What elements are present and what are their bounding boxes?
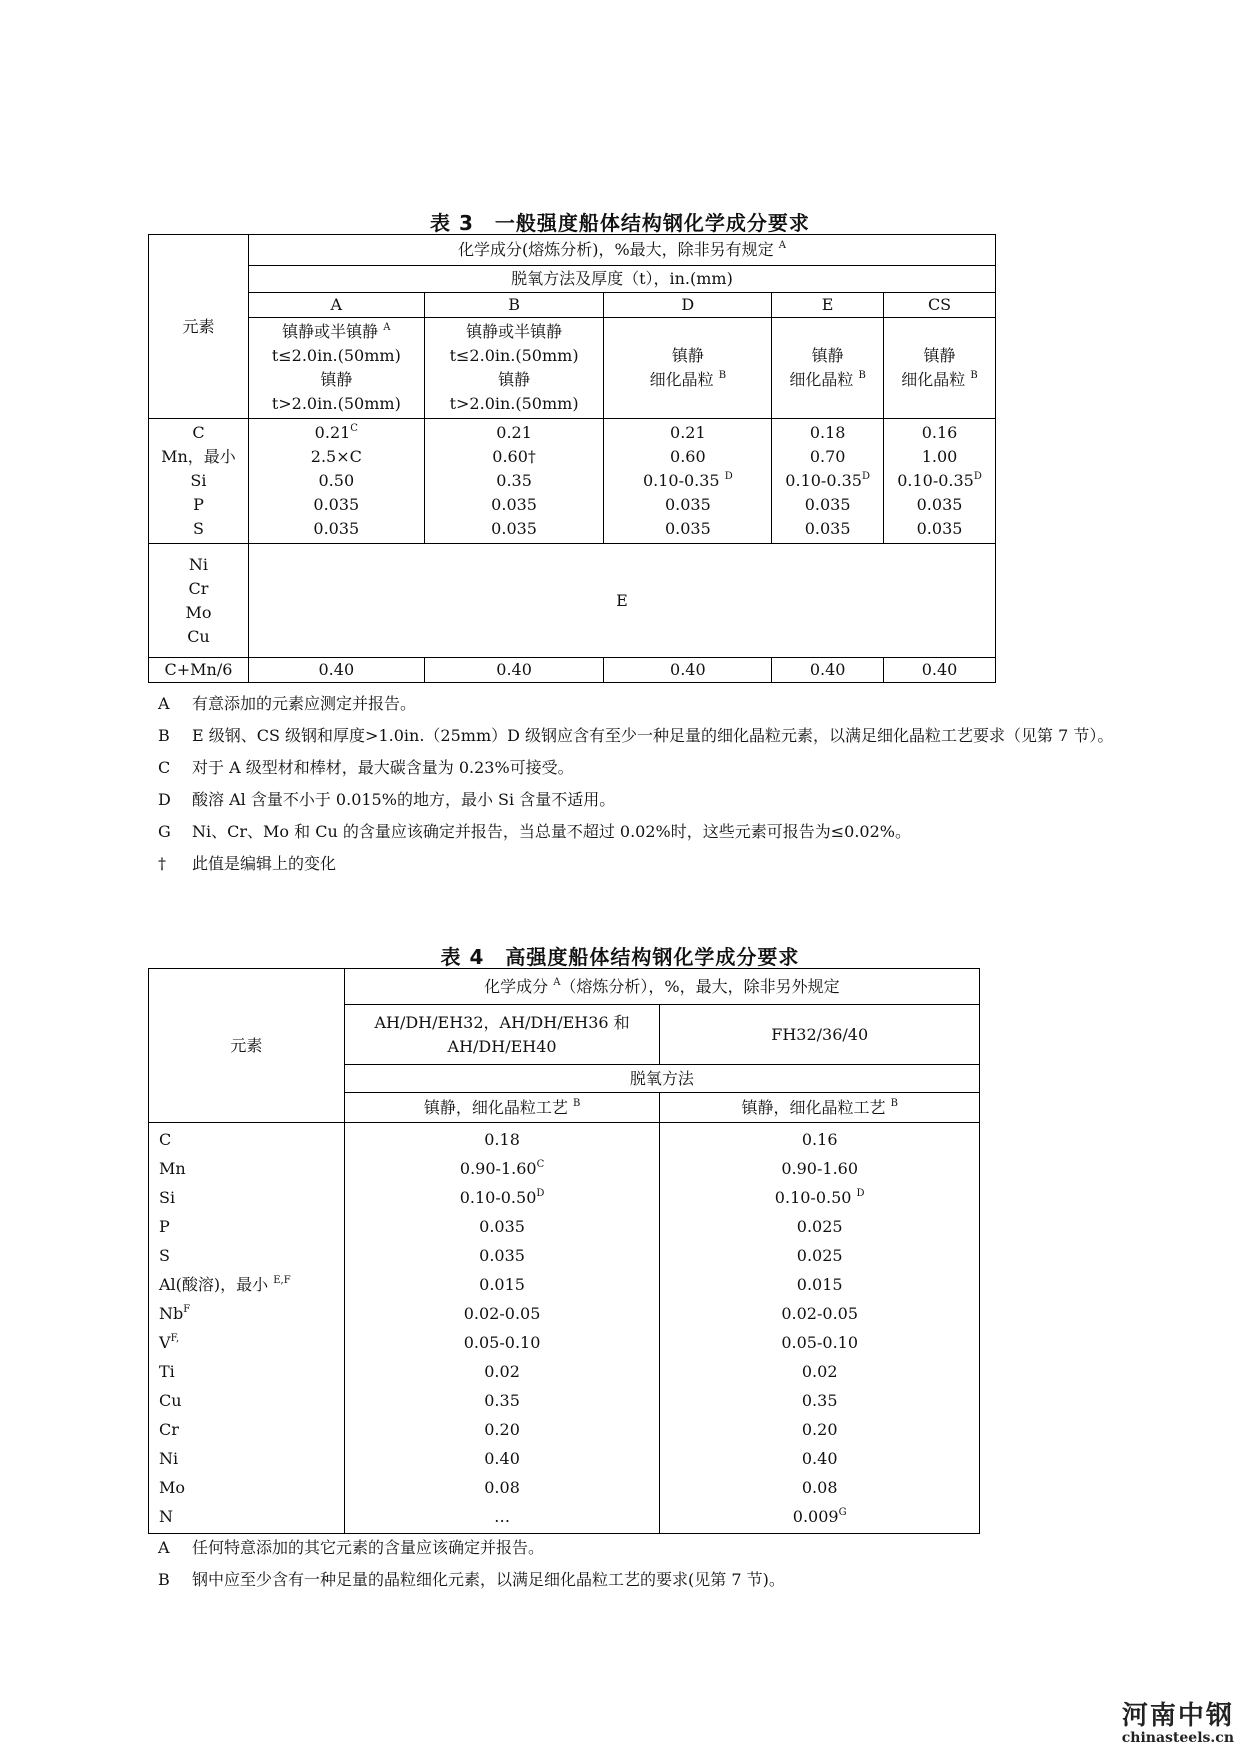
grade-e-header: E (772, 293, 884, 318)
grade-a-header: A (248, 293, 424, 318)
table4-col1-values: 0.18 $0.90-1.60^C$ $0.10-0.50^D$ 0.035 0.035 0.015 0.02-0.05 0.05-0.10 0.02 0.35 0.20 0.40 0.08 … (344, 1123, 660, 1534)
method-a: 镇静或半镇静 $^A$ t≤2.0in.(50mm) 镇静 t>2.0in.(50mm) (248, 318, 424, 419)
grade-b-values: 0.21 0.60† 0.35 0.035 0.035 (424, 419, 604, 544)
table3-minor-value: E (248, 544, 995, 658)
table3 (148, 234, 996, 683)
table3-note: † 此值是编辑上的变化 (158, 854, 337, 873)
table4-grade-col2: FH32/36/40 (660, 1005, 980, 1065)
table4-notes (158, 1536, 1118, 1600)
table3-note: G Ni、Cr、Mo 和 Cu 的含量应该确定并报告，当总量不超过 0.02%时，这些元素可报告为≤0.02%。 (158, 822, 911, 841)
ceq-b: 0.40 (424, 658, 604, 683)
grade-cs-header: CS (884, 293, 996, 318)
table3-main-elements: C Mn，最小 Si P S (149, 419, 249, 544)
table4-composition-header: 化学成分 $^A$（熔炼分析），%，最大，除非另外规定 (344, 969, 979, 1005)
table4 (148, 968, 980, 1534)
method-e: 镇静 细化晶粒 $^B$ (772, 318, 884, 419)
ceq-d: 0.40 (604, 658, 772, 683)
ceq-e: 0.40 (772, 658, 884, 683)
ceq-cs: 0.40 (884, 658, 996, 683)
table3-composition-header: 化学成分(熔炼分析)，%最大，除非另有规定 $^A$ (248, 235, 995, 266)
watermark-logo: 河南中钢 chinasteels.cn (1121, 1701, 1234, 1746)
grade-e-values: 0.18 0.70 $0.10-0.35^D$ 0.035 0.035 (772, 419, 884, 544)
table4-title: 表 4 高强度船体结构钢化学成分要求 (440, 945, 800, 969)
table3-note: A 有意添加的元素应测定并报告。 (158, 694, 417, 713)
grade-cs-values: 0.16 1.00 $0.10-0.35^D$ 0.035 0.035 (884, 419, 996, 544)
grade-a-values: $0.21^C$ 2.5×C 0.50 0.035 0.035 (248, 419, 424, 544)
table3-element-header: 元素 (149, 235, 249, 419)
table4-deox-col1: 镇静，细化晶粒工艺 $^B$ (344, 1093, 660, 1123)
method-b: 镇静或半镇静 t≤2.0in.(50mm) 镇静 t>2.0in.(50mm) (424, 318, 604, 419)
table4-elements: C Mn Si P S Al(酸溶)，最小 $^{E,F}$ $Nb^F$ $V^{F,}$ Ti Cu Cr Ni Mo N (149, 1123, 345, 1534)
grade-d-header: D (604, 293, 772, 318)
table3-title: 表 3 一般强度船体结构钢化学成分要求 (430, 211, 810, 235)
table4-note: B 钢中应至少含有一种足量的晶粒细化元素，以满足细化晶粒工艺的要求(见第 7 节)。 (158, 1570, 785, 1589)
table4-deox-col2: 镇静，细化晶粒工艺 $^B$ (660, 1093, 980, 1123)
table4-element-header: 元素 (149, 969, 345, 1123)
table4-deox-header: 脱氧方法 (344, 1065, 979, 1093)
table3-note: C 对于 A 级型材和棒材，最大碳含量为 0.23%可接受。 (158, 758, 574, 777)
table4-note: A 任何特意添加的其它元素的含量应该确定并报告。 (158, 1538, 545, 1557)
table3-minor-elements: Ni Cr Mo Cu (149, 544, 249, 658)
table3-note: B E 级钢、CS 级钢和厚度>1.0in.（25mm）D 级钢应含有至少一种足量的细化晶粒元素，以满足细化晶粒工艺要求（见第 7 节）。 (158, 726, 1114, 745)
method-cs: 镇静 细化晶粒 $^B$ (884, 318, 996, 419)
table3-deoxidation-header: 脱氧方法及厚度（t），in.(mm) (248, 266, 995, 293)
table3-note: D 酸溶 Al 含量不小于 0.015%的地方，最小 Si 含量不适用。 (158, 790, 616, 809)
table3-notes (158, 692, 1118, 884)
table3-ceq-label: C+Mn/6 (149, 658, 249, 683)
table4-grade-col1: AH/DH/EH32，AH/DH/EH36 和 AH/DH/EH40 (344, 1005, 660, 1065)
ceq-a: 0.40 (248, 658, 424, 683)
grade-b-header: B (424, 293, 604, 318)
table4-col2-values: 0.16 0.90-1.60 0.10-0.50 $^D$ 0.025 0.025 0.015 0.02-0.05 0.05-0.10 0.02 0.35 0.20 0.40 0.08 $0.009^G$ (660, 1123, 980, 1534)
grade-d-values: 0.21 0.60 0.10-0.35 $^D$ 0.035 0.035 (604, 419, 772, 544)
method-d: 镇静 细化晶粒 $^B$ (604, 318, 772, 419)
